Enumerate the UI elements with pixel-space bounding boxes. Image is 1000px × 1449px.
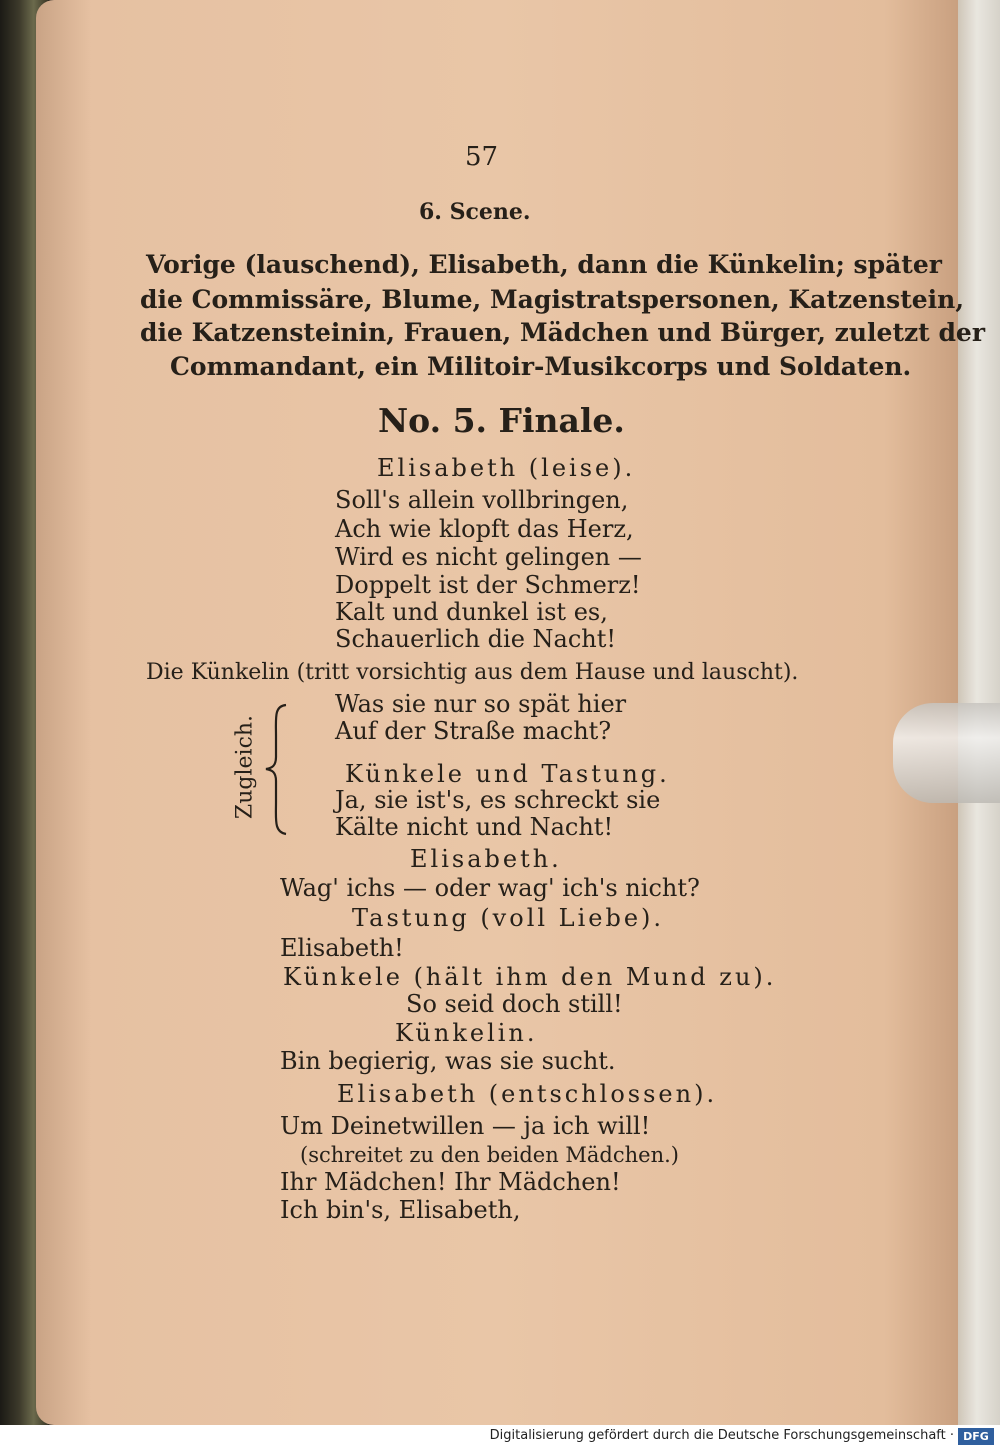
speaker-kuenkelin: Die Künkelin (tritt vorsichtig aus dem Hause und lauscht).	[146, 660, 799, 685]
verse-line: Bin begierig, was sie sucht.	[280, 1047, 616, 1075]
verse-line: Auf der Straße macht?	[335, 717, 612, 745]
speaker-kuenkele: Künkele (hält ihm den Mund zu).	[283, 963, 777, 991]
curly-brace-icon	[262, 702, 292, 837]
dfg-logo: DFG	[958, 1428, 994, 1445]
margin-note-zugleich: Zugleich.	[232, 714, 258, 820]
verse-line: Kälte nicht und Nacht!	[335, 813, 614, 841]
speaker-kuenkele-tastung: Künkele und Tastung.	[345, 760, 670, 788]
scene-heading: 6. Scene.	[419, 199, 531, 225]
verse-line: Schauerlich die Nacht!	[335, 625, 617, 653]
speaker-elisabeth: Elisabeth (leise).	[377, 454, 636, 482]
verse-line: Elisabeth!	[280, 934, 404, 962]
verse-line: Soll's allein vollbringen,	[335, 486, 629, 514]
footer-bar	[0, 1425, 1000, 1449]
verse-line: Ich bin's, Elisabeth,	[280, 1196, 521, 1224]
cast-line: Commandant, ein Militoir-Musikcorps und Soldaten.	[170, 352, 912, 381]
speaker-kuenkelin: Künkelin.	[395, 1019, 538, 1047]
verse-line: Ihr Mädchen! Ihr Mädchen!	[280, 1168, 621, 1196]
verse-line: Um Deinetwillen — ja ich will!	[280, 1112, 651, 1140]
page-clip	[893, 703, 1000, 803]
stage-direction: (schreitet zu den beiden Mädchen.)	[300, 1143, 679, 1167]
speaker-tastung: Tastung (voll Liebe).	[352, 904, 665, 932]
cast-line: die Katzensteinin, Frauen, Mädchen und Bürger, zuletzt der	[140, 318, 985, 347]
speaker-elisabeth: Elisabeth.	[410, 845, 562, 873]
verse-line: Wird es nicht gelingen —	[335, 543, 642, 571]
speaker-elisabeth: Elisabeth (entschlossen).	[337, 1080, 718, 1108]
verse-line: Ja, sie ist's, es schreckt sie	[335, 786, 661, 814]
verse-line: Kalt und dunkel ist es,	[335, 598, 608, 626]
number-heading: No. 5. Finale.	[378, 401, 625, 440]
cast-line: die Commissäre, Blume, Magistratspersonen, Katzenstein,	[140, 285, 965, 314]
verse-line: Wag' ichs — oder wag' ich's nicht?	[280, 874, 700, 902]
verse-line: So seid doch still!	[406, 990, 623, 1018]
footer-credit: Digitalisierung gefördert durch die Deutsche Forschungsgemeinschaft ·	[489, 1428, 954, 1443]
verse-line: Ach wie klopft das Herz,	[335, 515, 634, 543]
verse-line: Doppelt ist der Schmerz!	[335, 571, 641, 599]
verse-line: Was sie nur so spät hier	[335, 690, 627, 718]
cast-line: Vorige (lauschend), Elisabeth, dann die Künkelin; später	[146, 250, 942, 279]
page-number: 57	[465, 142, 499, 172]
